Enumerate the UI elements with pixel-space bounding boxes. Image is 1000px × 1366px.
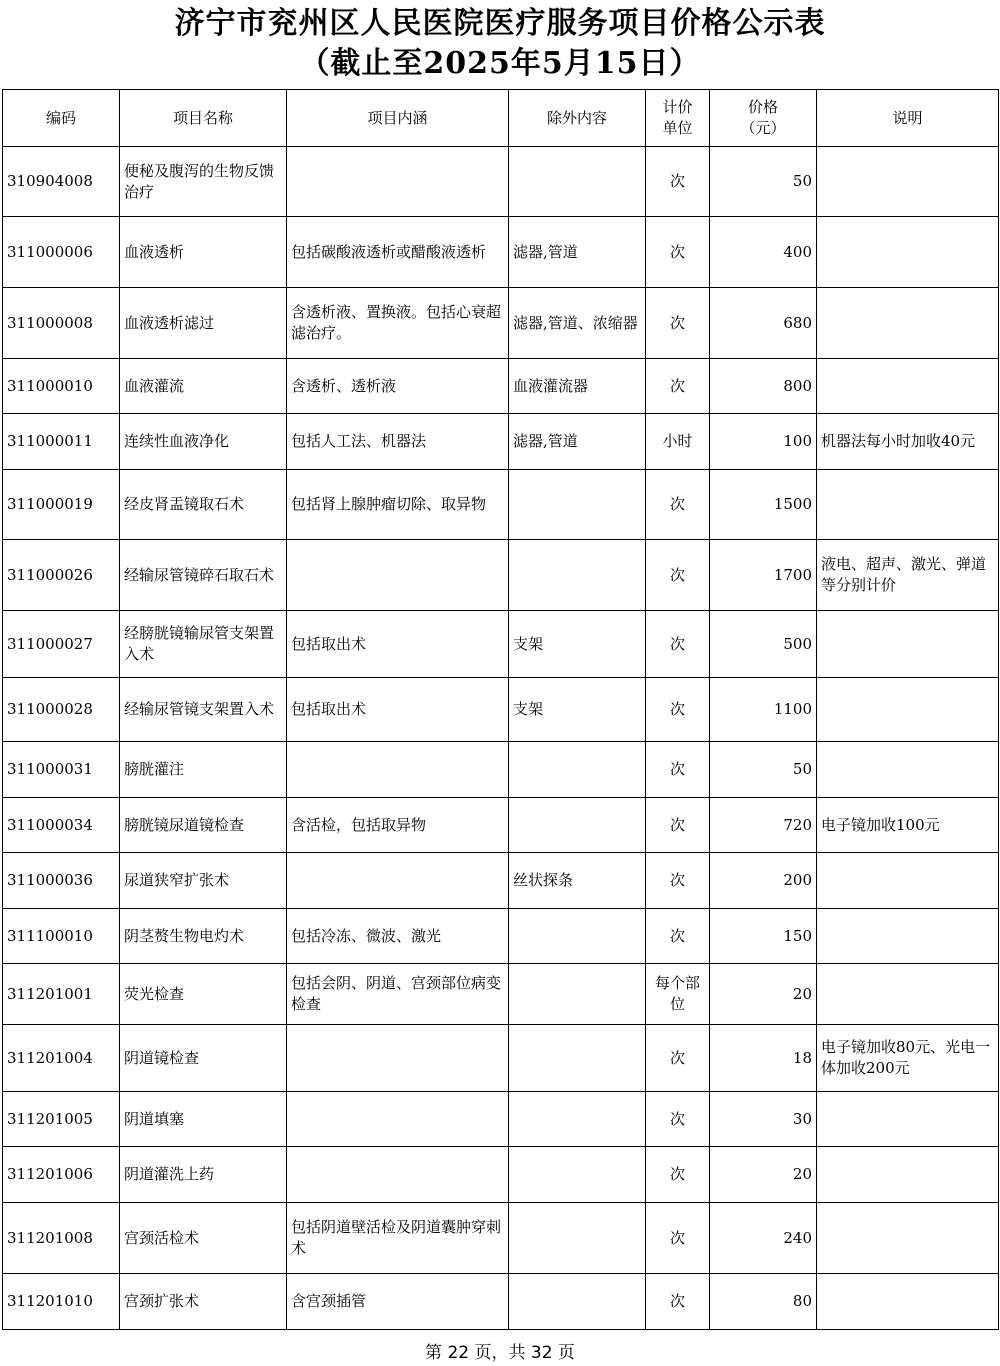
cell-price: 80: [710, 1274, 817, 1330]
table-row: [3, 1203, 999, 1274]
cell-name: 血液透析滤过: [120, 288, 287, 359]
cell-unit: 次: [646, 798, 710, 853]
table-row: [3, 798, 999, 853]
header-code: 编码: [3, 90, 120, 147]
cell-code: 311201006: [3, 1147, 120, 1203]
cell-code: 311000026: [3, 540, 120, 611]
cell-code: 311000019: [3, 470, 120, 540]
cell-price: 240: [710, 1203, 817, 1274]
cell-note: [817, 1203, 999, 1274]
cell-name: 连续性血液净化: [120, 414, 287, 470]
cell-exclusion: [509, 1203, 646, 1274]
table-row: [3, 288, 999, 359]
cell-content: [287, 742, 509, 798]
cell-name: 经皮肾盂镜取石术: [120, 470, 287, 540]
cell-unit: 次: [646, 1203, 710, 1274]
cell-note: [817, 742, 999, 798]
cell-note: [817, 909, 999, 964]
cell-note: 机器法每小时加收40元: [817, 414, 999, 470]
table-row: [3, 742, 999, 798]
cell-exclusion: [509, 909, 646, 964]
cell-price: 1700: [710, 540, 817, 611]
table-row: [3, 1274, 999, 1330]
cell-name: 膀胱灌注: [120, 742, 287, 798]
table-header-row: [3, 90, 999, 147]
cell-price: 18: [710, 1025, 817, 1092]
header-content: 项目内涵: [287, 90, 509, 147]
cell-note: 液电、超声、激光、弹道等分别计价: [817, 540, 999, 611]
cell-unit: 次: [646, 909, 710, 964]
cell-content: 包括碳酸液透析或醋酸液透析: [287, 217, 509, 288]
cell-price: 100: [710, 414, 817, 470]
header-name: 项目名称: [120, 90, 287, 147]
cell-note: [817, 678, 999, 742]
cell-exclusion: [509, 147, 646, 217]
cell-content: [287, 1092, 509, 1147]
cell-exclusion: 滤器,管道: [509, 217, 646, 288]
cell-unit: 小时: [646, 414, 710, 470]
cell-name: 阴茎赘生物电灼术: [120, 909, 287, 964]
cell-name: 血液透析: [120, 217, 287, 288]
cell-content: 包括阴道壁活检及阴道囊肿穿刺术: [287, 1203, 509, 1274]
cell-code: 311000008: [3, 288, 120, 359]
cell-code: 311201010: [3, 1274, 120, 1330]
cell-price: 200: [710, 853, 817, 909]
cell-code: 311000036: [3, 853, 120, 909]
cell-content: 含透析液、置换液。包括心衰超滤治疗。: [287, 288, 509, 359]
cell-exclusion: [509, 798, 646, 853]
cell-note: [817, 1147, 999, 1203]
cell-note: [817, 1274, 999, 1330]
table-row: [3, 964, 999, 1025]
cell-exclusion: [509, 1092, 646, 1147]
cell-unit: 次: [646, 359, 710, 414]
cell-price: 20: [710, 1147, 817, 1203]
cell-code: 311201004: [3, 1025, 120, 1092]
cell-code: 311201001: [3, 964, 120, 1025]
cell-exclusion: 支架: [509, 678, 646, 742]
table-row: [3, 1147, 999, 1203]
cell-code: 311100010: [3, 909, 120, 964]
cell-unit: 次: [646, 217, 710, 288]
cell-note: [817, 217, 999, 288]
cell-price: 30: [710, 1092, 817, 1147]
cell-code: 311201008: [3, 1203, 120, 1274]
cell-note: [817, 147, 999, 217]
table-row: [3, 678, 999, 742]
table-row: [3, 470, 999, 540]
cell-note: [817, 288, 999, 359]
table-row: [3, 414, 999, 470]
cell-name: 宫颈活检术: [120, 1203, 287, 1274]
table-row: [3, 909, 999, 964]
cell-price: 500: [710, 611, 817, 678]
cell-unit: 次: [646, 540, 710, 611]
cell-exclusion: [509, 470, 646, 540]
cell-name: 宫颈扩张术: [120, 1274, 287, 1330]
cell-note: [817, 1092, 999, 1147]
cell-unit: 次: [646, 1274, 710, 1330]
cell-content: [287, 853, 509, 909]
cell-unit: 次: [646, 611, 710, 678]
cell-exclusion: 滤器,管道: [509, 414, 646, 470]
cell-content: [287, 1025, 509, 1092]
cell-name: 便秘及腹泻的生物反馈治疗: [120, 147, 287, 217]
cell-exclusion: 丝状探条: [509, 853, 646, 909]
cell-content: 含宫颈插管: [287, 1274, 509, 1330]
cell-exclusion: [509, 1274, 646, 1330]
header-unit: 计价单位: [646, 90, 710, 147]
cell-unit: 每个部位: [646, 964, 710, 1025]
table-row: [3, 217, 999, 288]
cell-unit: 次: [646, 1147, 710, 1203]
table-row: [3, 359, 999, 414]
cell-unit: 次: [646, 678, 710, 742]
cell-name: 荧光检查: [120, 964, 287, 1025]
cell-price: 150: [710, 909, 817, 964]
table-row: [3, 853, 999, 909]
cell-name: 膀胱镜尿道镜检查: [120, 798, 287, 853]
cell-content: 包括冷冻、微波、激光: [287, 909, 509, 964]
cell-code: 311000028: [3, 678, 120, 742]
page-subtitle-date: （截止至2025年5月15日）: [299, 46, 701, 81]
cell-content: 包括肾上腺肿瘤切除、取异物: [287, 470, 509, 540]
cell-exclusion: [509, 1147, 646, 1203]
cell-content: [287, 1147, 509, 1203]
cell-exclusion: [509, 1025, 646, 1092]
price-table: [2, 89, 999, 1330]
cell-name: 阴道灌洗上药: [120, 1147, 287, 1203]
cell-note: [817, 470, 999, 540]
cell-exclusion: [509, 964, 646, 1025]
cell-content: 包括人工法、机器法: [287, 414, 509, 470]
cell-code: 311000027: [3, 611, 120, 678]
cell-name: 尿道狭窄扩张术: [120, 853, 287, 909]
header-price: 价格（元）: [710, 90, 817, 147]
cell-content: 包括会阴、阴道、宫颈部位病变检查: [287, 964, 509, 1025]
cell-note: [817, 359, 999, 414]
cell-note: [817, 853, 999, 909]
cell-note: [817, 964, 999, 1025]
page-number: 第 22 页，共 32 页: [425, 1343, 575, 1363]
header-exclusion: 除外内容: [509, 90, 646, 147]
table-row: [3, 1025, 999, 1092]
cell-exclusion: [509, 540, 646, 611]
cell-price: 50: [710, 147, 817, 217]
cell-exclusion: 支架: [509, 611, 646, 678]
cell-price: 720: [710, 798, 817, 853]
cell-content: 含透析、透析液: [287, 359, 509, 414]
cell-price: 400: [710, 217, 817, 288]
cell-name: 经输尿管镜碎石取石术: [120, 540, 287, 611]
cell-content: 包括取出术: [287, 678, 509, 742]
cell-name: 阴道填塞: [120, 1092, 287, 1147]
cell-content: 包括取出术: [287, 611, 509, 678]
cell-code: 311000006: [3, 217, 120, 288]
cell-unit: 次: [646, 147, 710, 217]
cell-name: 阴道镜检查: [120, 1025, 287, 1092]
cell-unit: 次: [646, 742, 710, 798]
cell-unit: 次: [646, 288, 710, 359]
cell-content: [287, 147, 509, 217]
cell-code: 311000011: [3, 414, 120, 470]
cell-note: 电子镜加收100元: [817, 798, 999, 853]
cell-name: 血液灌流: [120, 359, 287, 414]
cell-price: 1500: [710, 470, 817, 540]
cell-content: 含活检，包括取异物: [287, 798, 509, 853]
cell-price: 50: [710, 742, 817, 798]
cell-unit: 次: [646, 853, 710, 909]
cell-unit: 次: [646, 470, 710, 540]
cell-code: 311201005: [3, 1092, 120, 1147]
cell-code: 310904008: [3, 147, 120, 217]
table-row: [3, 611, 999, 678]
cell-price: 680: [710, 288, 817, 359]
table-row: [3, 1092, 999, 1147]
cell-content: [287, 540, 509, 611]
cell-exclusion: 滤器,管道、浓缩器: [509, 288, 646, 359]
cell-note: 电子镜加收80元、光电一体加收200元: [817, 1025, 999, 1092]
cell-exclusion: 血液灌流器: [509, 359, 646, 414]
cell-price: 800: [710, 359, 817, 414]
cell-code: 311000031: [3, 742, 120, 798]
cell-note: [817, 611, 999, 678]
cell-unit: 次: [646, 1092, 710, 1147]
cell-price: 20: [710, 964, 817, 1025]
cell-code: 311000034: [3, 798, 120, 853]
header-note: 说明: [817, 90, 999, 147]
cell-unit: 次: [646, 1025, 710, 1092]
cell-code: 311000010: [3, 359, 120, 414]
cell-price: 1100: [710, 678, 817, 742]
page-title: 济宁市兖州区人民医院医疗服务项目价格公示表: [174, 6, 826, 41]
table-row: [3, 147, 999, 217]
cell-name: 经输尿管镜支架置入术: [120, 678, 287, 742]
table-row: [3, 540, 999, 611]
cell-name: 经膀胱镜输尿管支架置入术: [120, 611, 287, 678]
cell-exclusion: [509, 742, 646, 798]
